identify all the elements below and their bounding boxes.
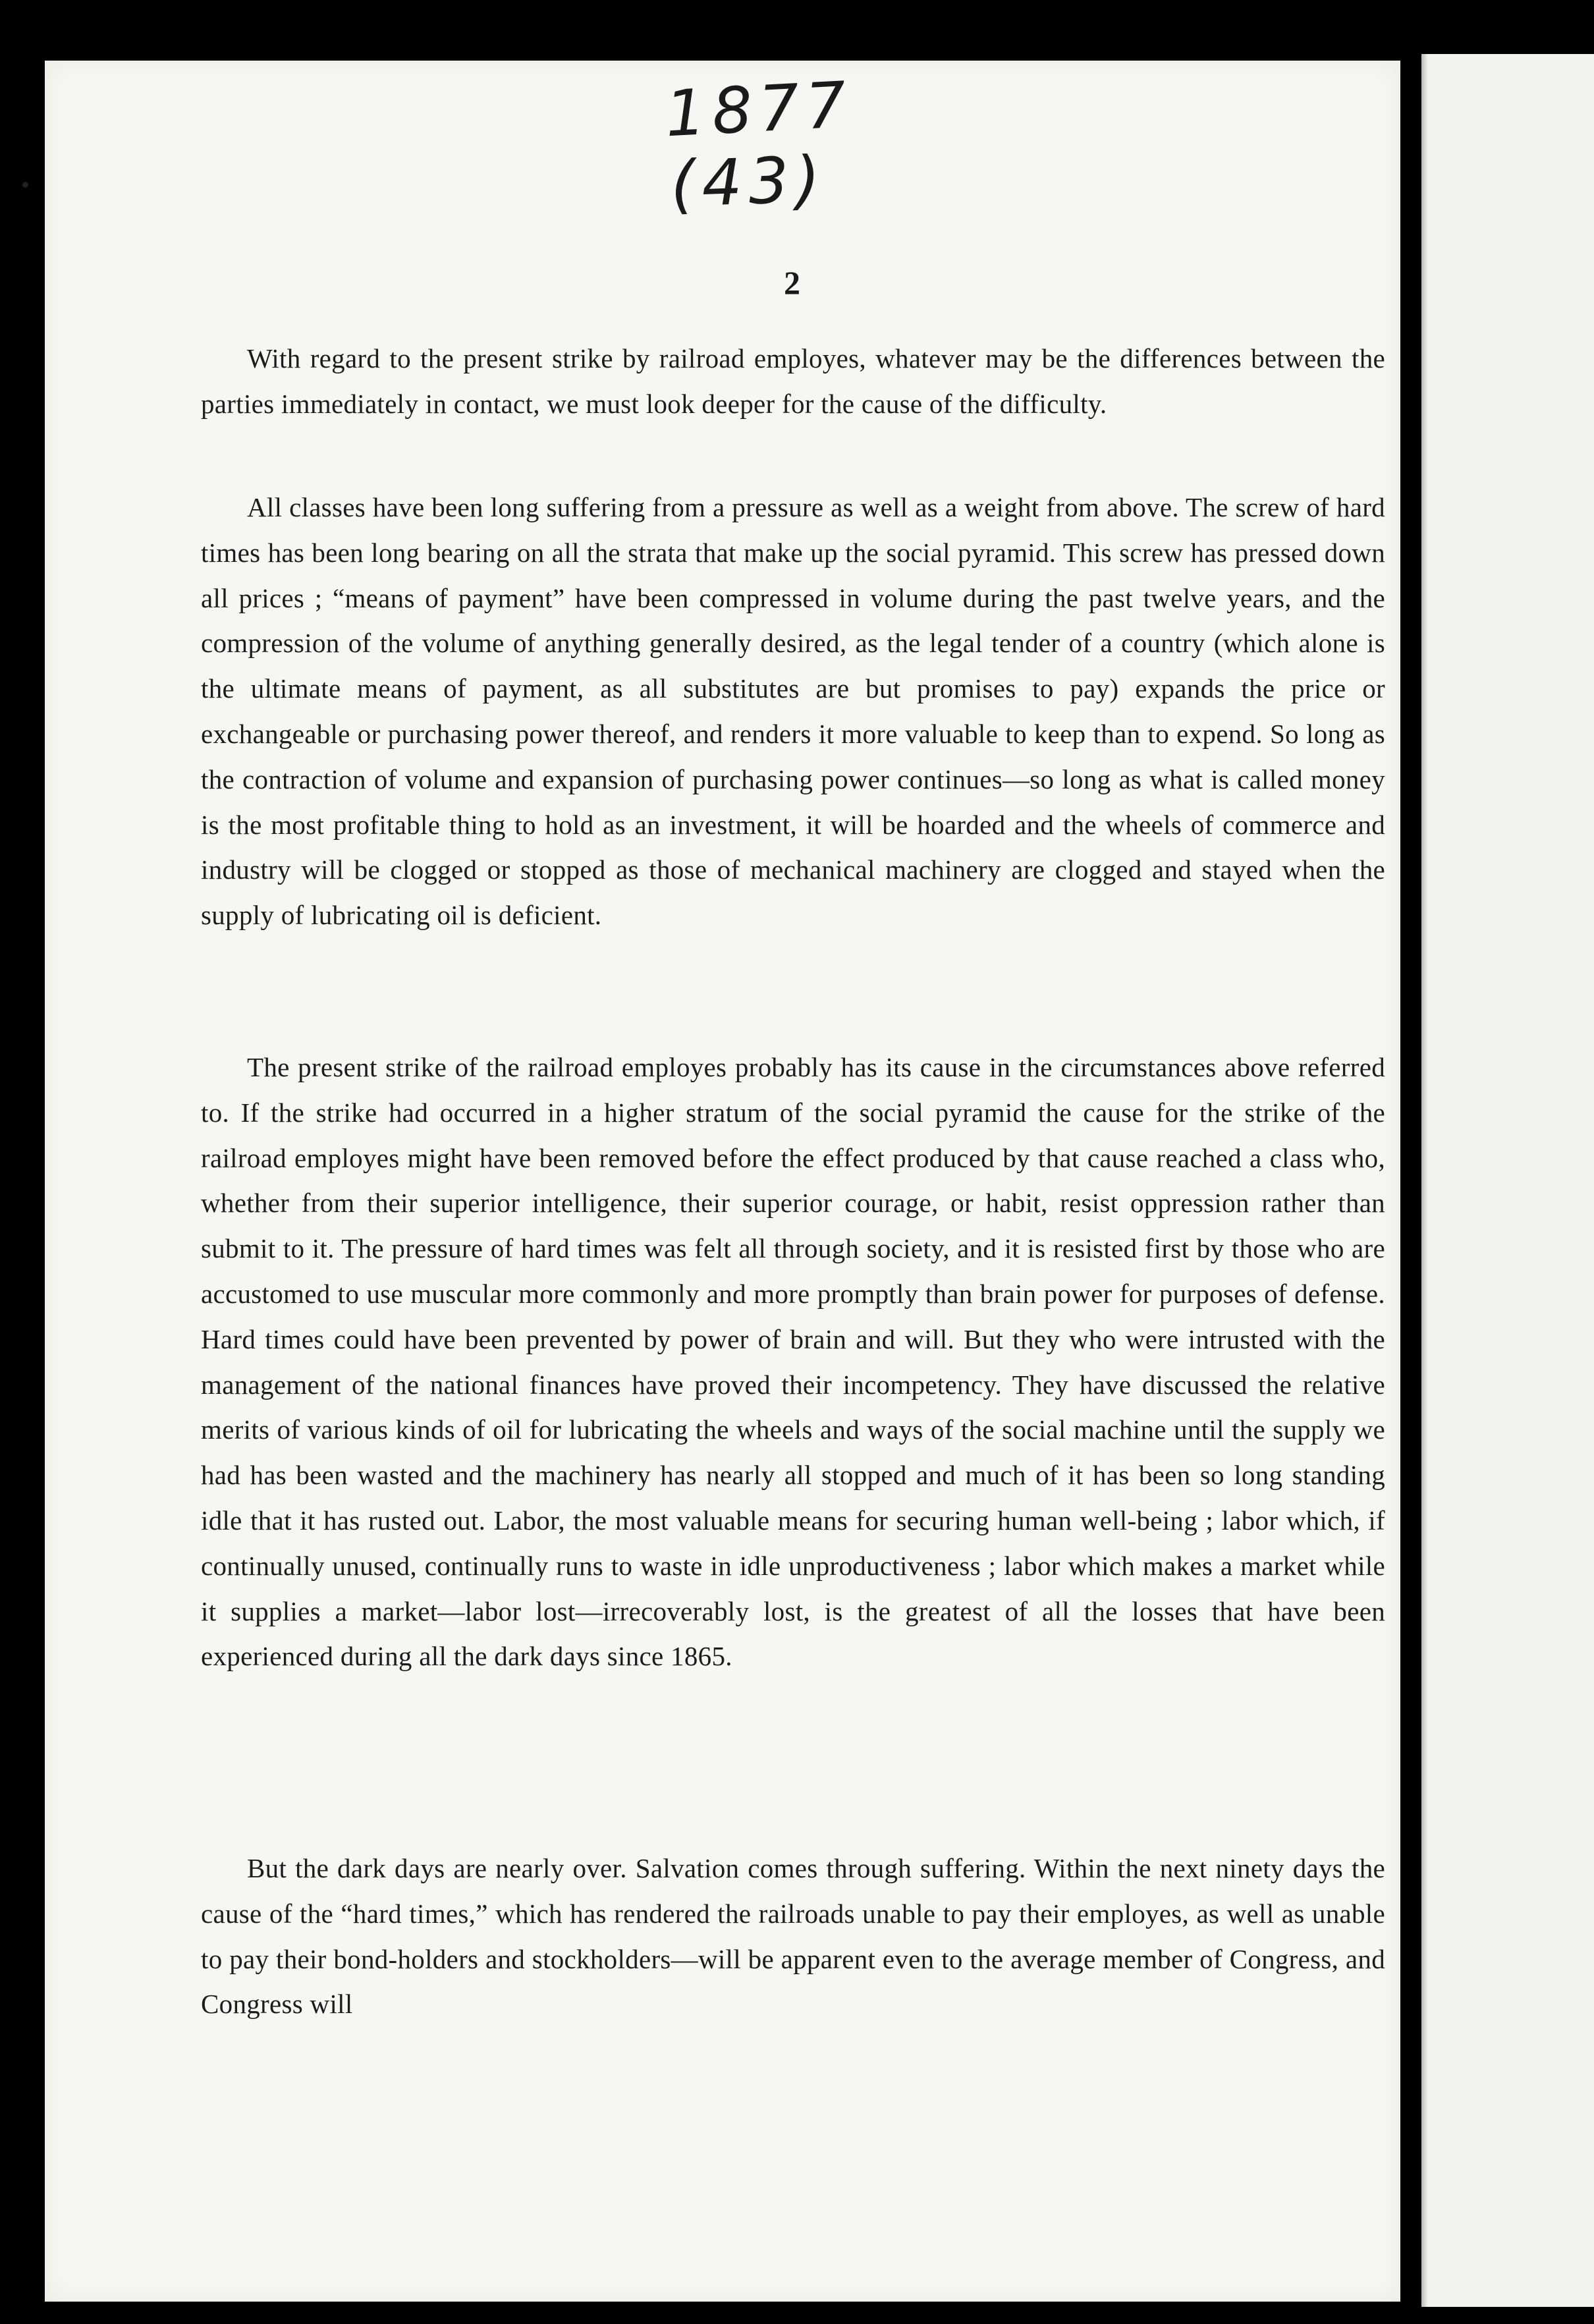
paragraph-2: All classes have been long suffering from a pressure as well as a weight from above. The screw of hard times has been long bearing on all the strata that make up the social pyramid. This screw has pressed down all prices ; “means of payment” have been compressed in volume during the past twelve years, and the compression of the volume of anything generally desired, as the legal tender of a country (which alone is the ultimate means of payment, as all substitutes are but promises to pay) expands the price or exchangeable or purchasing power thereof, and renders it more valuable to keep than to expend. So long as the contraction of volume and expansion of purchasing power continues—so long as what is called money is the most profitable thing to hold as an investment, it will be hoarded and the wheels of commerce and industry will be clogged or stopped as those of mechanical machinery are clogged and stayed when the supply of lubricating oil is deficient. [201,492,1385,931]
page-number: 2 [784,264,800,301]
page-fold-shadow [1421,54,1428,2307]
paragraph-4: But the dark days are nearly over. Salvation comes through suffering. Within the next ninety days the cause of the “hard times,” which has rendered the railroads unable to pay their employes, as well as unable to pay their bond-holders and stockholders—will be apparent even to the average member of Congress, and Congress will [201,1853,1385,2020]
adjacent-page-edge [1421,54,1594,2307]
paragraph-1: With regard to the present strike by railroad employes, whatever may be the differences between the parties immediately in contact, we must look deeper for the cause of the difficulty. [201,343,1385,419]
paragraph-3: The present strike of the railroad employes probably has its cause in the circumstances above referred to. If the strike had occurred in a higher stratum of the social pyramid the cause for the strike of the railroad employes might have been removed before the effect produced by that cause reached a class who, whether from their superior intelligence, their superior courage, or habit, resist oppression rather than submit to it. The pressure of hard times was felt all through society, and it is resisted first by those who are accustomed to use muscular more commonly and more promptly than brain power for purposes of defense. Hard times could have been prevented by power of brain and will. But they who were intrusted with the management of the national finances have proved their incompetency. They have discussed the relative merits of various kinds of oil for lubricating the wheels and ways of the social machine until the supply we had has been wasted and the machinery has nearly all stopped and much of it has been so long standing idle that it has rusted out. Labor, the most valuable means for securing human well-being ; labor which, if continually unused, continually runs to waste in idle unproductiveness ; labor which makes a market while it supplies a market—labor lost—irrecoverably lost, is the greatest of all the losses that have been experienced during all the dark days since 1865. [201,1052,1385,1672]
scan-speck [22,182,28,188]
handwritten-year: 1877 [663,67,855,152]
handwritten-number: (43) [669,142,828,222]
